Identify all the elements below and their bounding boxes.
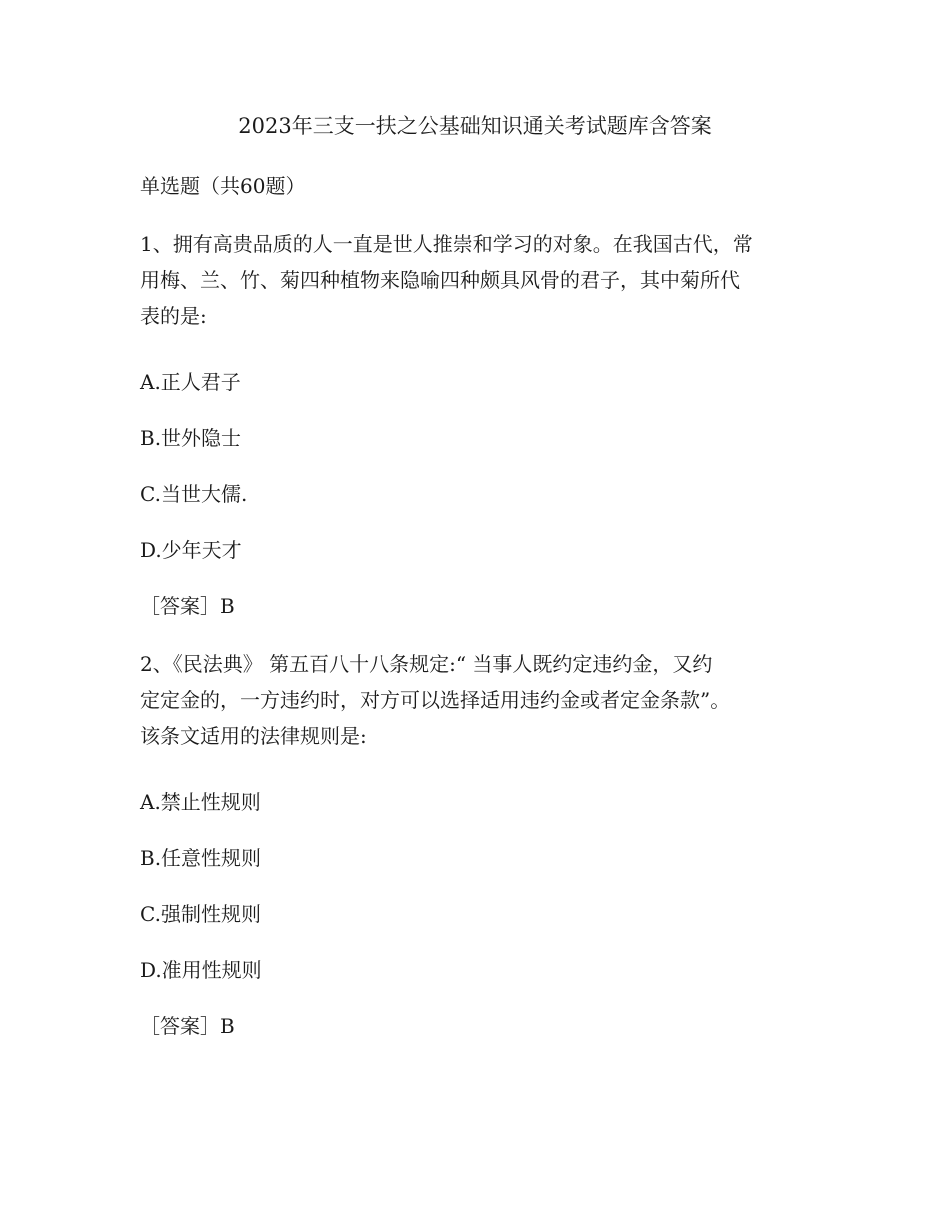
question-1-option-c: C.当世大儒.	[140, 482, 248, 506]
question-2-option-b: B.任意性规则	[140, 846, 262, 870]
question-stem-line: 定定金的，一方违约时，对方可以选择适用违约金或者定金条款”。	[140, 688, 731, 712]
question-stem-line: 用梅、兰、竹、菊四种植物来隐喻四种颇具风骨的君子，其中菊所代	[140, 268, 740, 292]
question-stem-line: 1、拥有高贵品质的人一直是世人推崇和学习的对象。在我国古代，常	[140, 232, 753, 256]
question-stem-line: 表的是:	[140, 304, 207, 328]
question-1-answer: ［答案］B	[140, 594, 235, 618]
question-2	[140, 646, 830, 1038]
question-2-stem	[140, 646, 830, 754]
question-1-option-d: D.少年天才	[140, 538, 242, 562]
question-stem-line: 该条文适用的法律规则是:	[140, 724, 367, 748]
document-title: 2023年三支一扶之公基础知识通关考试题库含答案	[238, 114, 712, 138]
question-1-option-b: B.世外隐士	[140, 426, 242, 450]
question-1	[140, 226, 830, 618]
question-stem-line: 2、《民法典》 第五百八十八条规定:“ 当事人既约定违约金，又约	[140, 652, 713, 676]
question-2-option-d: D.准用性规则	[140, 958, 262, 982]
question-1-option-a: A.正人君子	[140, 370, 241, 394]
question-2-option-a: A.禁止性规则	[140, 790, 261, 814]
question-2-answer: ［答案］B	[140, 1014, 235, 1038]
question-2-option-c: C.强制性规则	[140, 902, 261, 926]
question-1-stem	[140, 226, 830, 334]
section-heading: 单选题（共60题）	[140, 174, 306, 198]
